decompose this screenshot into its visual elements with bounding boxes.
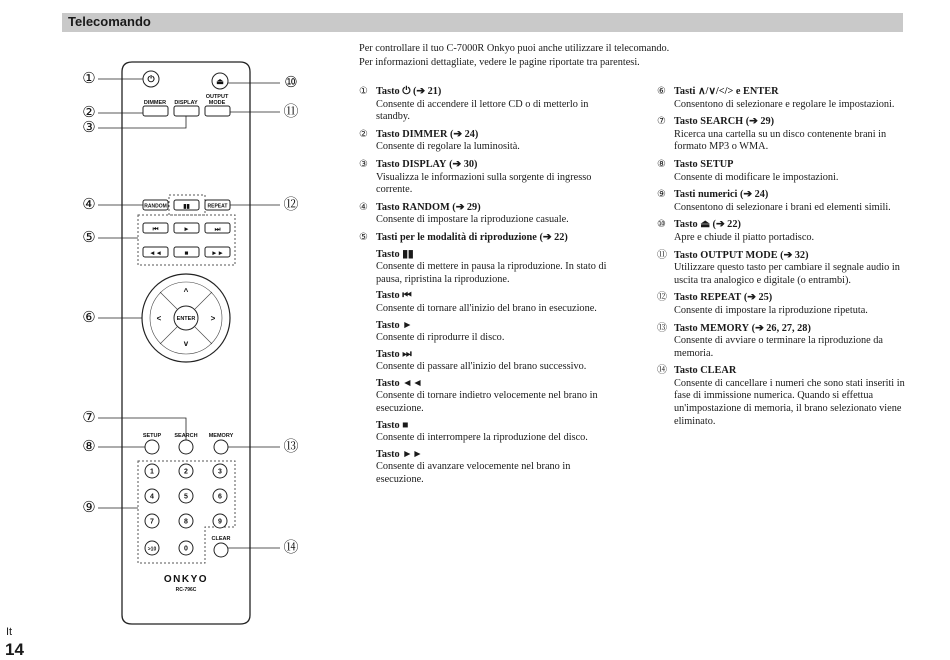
list-item (359, 159, 609, 197)
search-button (179, 440, 193, 454)
text-label: Consente di accendere il lettore CD o di metterlo in standby. (376, 98, 589, 123)
text-label: (➔ 29) (452, 201, 481, 213)
remote-control-diagram (60, 60, 310, 630)
number-key-label: >10 (147, 546, 157, 553)
list-item (657, 189, 907, 214)
text-label: MEMORY (208, 433, 234, 439)
section-title: Telecomando (68, 14, 151, 29)
description-column-right (657, 86, 907, 433)
number-key-label: 2 (184, 468, 188, 476)
text-label: (➔ 22) (539, 231, 568, 243)
rewind-icon: ◄◄ (149, 250, 162, 257)
sub-item-title: Tasto ► (376, 319, 413, 331)
output-mode-label-1: OUTPUT (205, 94, 229, 100)
right-arrow-icon: > (210, 314, 216, 323)
item-title: Tasto OUTPUT MODE (674, 249, 778, 261)
text-label: SETUP (142, 433, 162, 439)
text-label: ⑨ (657, 189, 666, 201)
dimmer-button (143, 106, 168, 116)
text-label: Tasto DIMMER (376, 128, 448, 140)
text-label: ENTER (176, 316, 196, 322)
list-item (657, 116, 907, 154)
up-arrow-icon: ^ (183, 287, 189, 296)
text-label: (➔ 29) (745, 116, 775, 128)
list-item (359, 232, 609, 487)
dimmer-label: DIMMER (143, 100, 167, 106)
text-label: ⑥ (657, 86, 666, 97)
sub-item-title: Tasto ■ (376, 419, 409, 431)
item-title: Tasto MEMORY (674, 322, 750, 334)
clear-button (214, 543, 228, 557)
item-desc: Utilizzare questo tasto per cambiare il segnale audio in uscita tra analogico e digitale (o entrambi). (674, 262, 900, 286)
text-label: ① (359, 86, 368, 97)
list-item (657, 219, 907, 244)
text-label: ⑭ (657, 365, 667, 377)
number-key-label: 6 (218, 493, 222, 501)
text-label: ⑦ (657, 116, 666, 128)
text-label: ⑤ (359, 231, 368, 243)
callout-number: ⑭ (283, 539, 299, 556)
sub-item-title: Tasto ►► (376, 448, 423, 460)
text-label: Tasto DISPLAY (376, 158, 447, 170)
text-label: (➔ 26, 27, 28) (751, 322, 811, 334)
text-label: (➔ 24) (450, 128, 479, 140)
text-label: (➔ 30) (449, 158, 478, 170)
intro-line-1: Per controllare il tuo C-7000R Onkyo puoi anche utilizzare il telecomando. (359, 43, 670, 54)
transport-sub-item (376, 420, 609, 445)
text-label: Tasto RANDOM (376, 201, 450, 213)
ffwd-icon: ►► (211, 250, 224, 257)
list-item (657, 365, 907, 428)
callout-number: ⑩ (284, 74, 298, 91)
item-desc: Consente di avviare o terminare la riproduzione da memoria. (674, 335, 884, 359)
text-label: Tasti per le modalità di riproduzione (376, 231, 537, 243)
text-label: REPEAT (207, 203, 228, 210)
output-mode-button (205, 106, 230, 116)
callout-number: ③ (82, 119, 96, 136)
sub-item-title: Tasto ⏮ (376, 290, 412, 302)
item-desc: Consente di cancellare i numeri che sono stati inseriti in fase di immissione numerica. Quando si effettua un'impostazione di memoria, il brano selezionato viene eliminato. (674, 377, 905, 427)
model-label: RC-796C (175, 587, 197, 593)
page-number: 14 (5, 640, 24, 659)
item-desc: Apre e chiude il piatto portadisco. (674, 231, 815, 243)
item-desc: Consente di impostare la riproduzione ripetuta. (674, 304, 868, 316)
text-label: (➔ 22) (712, 219, 741, 231)
transport-sub-item (376, 320, 609, 345)
language-label: It (6, 626, 13, 638)
list-item (359, 86, 609, 124)
sub-item-title: Tasto ◄◄ (376, 377, 423, 389)
display-button (174, 106, 199, 116)
number-key-label: 8 (184, 518, 188, 526)
number-key-label: 7 (150, 518, 154, 526)
text-label: ③ (359, 158, 368, 170)
transport-sub-item (376, 449, 609, 487)
list-item (657, 86, 907, 111)
text-label: Consente di regolare la luminosità. (376, 141, 520, 153)
text-label: SEARCH (174, 433, 198, 439)
sub-item-desc: Consente di interrompere la riproduzione del disco. (376, 432, 588, 444)
sub-item-title: Tasto ▮▮ (376, 248, 414, 260)
text-label: ⑫ (657, 292, 667, 304)
pause-icon: ▮▮ (183, 204, 190, 210)
text-label: RANDOM (144, 203, 167, 210)
down-arrow-icon: v (183, 339, 189, 348)
transport-sub-item (376, 290, 609, 315)
prev-icon: ⏮ (152, 226, 159, 233)
item-title: Tasto SETUP (674, 158, 734, 170)
text-label: (➔ 21) (412, 86, 442, 97)
item-title: Tasto ⏏ (674, 219, 710, 231)
sub-item-desc: Consente di mettere in pausa la riproduzione. In stato di pausa, ripristina la riproduzione. (376, 261, 607, 285)
list-item (657, 159, 907, 184)
text-label: CLEAR (211, 536, 231, 542)
text-label: ⑧ (657, 158, 666, 170)
play-icon: ► (183, 226, 190, 233)
callout-number: ⑪ (283, 103, 299, 120)
text-label: Visualizza le informazioni sulla sorgente di ingresso corrente. (376, 171, 592, 196)
callout-number: ① (82, 70, 96, 87)
item-title: Tasti ∧/∨/</> e ENTER (674, 86, 779, 97)
item-desc: Consentono di selezionare e regolare le impostazioni. (674, 98, 895, 110)
callout-number: ⑧ (82, 438, 96, 455)
eject-icon: ⏏ (216, 77, 224, 86)
list-item (359, 202, 609, 227)
callout-number: ⑤ (82, 229, 96, 246)
number-key-label: 4 (150, 493, 154, 501)
number-key-label: 9 (218, 518, 222, 526)
callout-number: ⑫ (283, 196, 299, 213)
text-label: ⑪ (657, 249, 667, 261)
output-mode-label-2: MODE (208, 100, 226, 106)
sub-item-title: Tasto ⏭ (376, 348, 412, 360)
text-label: Consente di impostare la riproduzione casuale. (376, 214, 569, 226)
power-icon: ⏻ (147, 74, 155, 84)
transport-sub-item (376, 378, 609, 416)
brand-logo: ONKYO (163, 574, 209, 585)
text-label: (➔ 24) (739, 189, 769, 201)
sub-item-desc: Consente di avanzare velocemente nel brano in esecuzione. (376, 461, 571, 486)
description-column-left (359, 86, 609, 492)
intro-text (359, 42, 739, 70)
next-icon: ⏭ (214, 226, 221, 233)
transport-sub-item (376, 349, 609, 374)
display-label: DISPLAY (174, 100, 198, 106)
setup-button (145, 440, 159, 454)
memory-button (214, 440, 228, 454)
callout-number: ⑦ (82, 409, 96, 426)
item-title: Tasti numerici (674, 189, 738, 201)
callout-number: ④ (82, 196, 96, 213)
list-item (657, 250, 907, 288)
item-title: Tasto ⏻ (376, 86, 411, 97)
text-label: ④ (359, 201, 368, 213)
number-key-label: 3 (218, 468, 222, 476)
list-item (657, 292, 907, 317)
list-item (657, 323, 907, 361)
text-label: ② (359, 128, 368, 140)
sub-item-desc: Consente di tornare all'inizio del brano in esecuzione. (376, 302, 597, 314)
item-desc: Consentono di selezionare i brani ed elementi simili. (674, 201, 891, 213)
section-header-bar (62, 13, 903, 32)
item-title: Tasto REPEAT (674, 292, 742, 304)
item-desc: Ricerca una cartella su un disco contenente brani in formato MP3 o WMA. (674, 128, 887, 153)
sub-item-desc: Consente di passare all'inizio del brano successivo. (376, 361, 587, 373)
text-label: ⑬ (657, 322, 667, 334)
item-title: Tasto CLEAR (674, 365, 737, 377)
text-label: (➔ 25) (743, 292, 773, 304)
sub-item-desc: Consente di tornare indietro velocemente nel brano in esecuzione. (376, 390, 598, 415)
callout-number: ⑬ (283, 438, 299, 455)
intro-line-2: Per informazioni dettagliate, vedere le pagine riportate tra parentesi. (359, 57, 640, 68)
text-label: (➔ 32) (780, 249, 809, 261)
left-arrow-icon: < (156, 314, 162, 323)
sub-item-desc: Consente di riprodurre il disco. (376, 332, 505, 344)
transport-sub-item (376, 249, 609, 287)
callout-number: ⑨ (82, 499, 96, 516)
callout-number: ② (82, 104, 96, 121)
number-key-label: 1 (150, 468, 154, 476)
number-key-label: 0 (184, 545, 188, 553)
item-title: Tasto SEARCH (674, 116, 744, 128)
callout-number: ⑥ (82, 309, 96, 326)
stop-icon: ■ (184, 250, 189, 257)
number-key-label: 5 (184, 493, 188, 501)
list-item (359, 129, 609, 154)
text-label: ⑩ (657, 219, 666, 231)
item-desc: Consente di modificare le impostazioni. (674, 171, 839, 183)
